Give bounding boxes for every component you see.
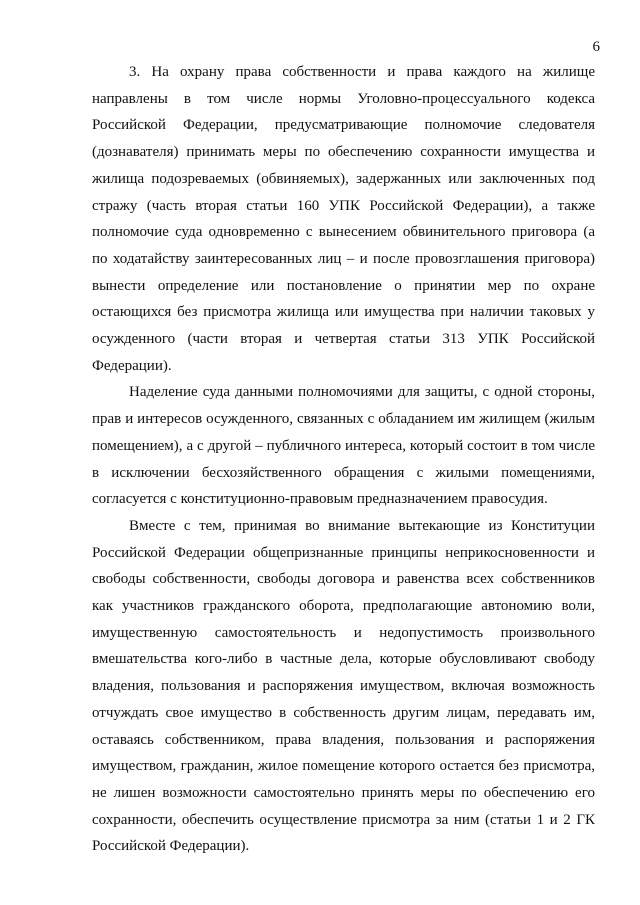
page-number: 6 <box>592 39 600 55</box>
paragraph-3-property-protection: 3. На охрану права собственности и права каждого на жилище направлены в том числе нормы Уголовно-процессуального кодекса Российской Федерации, предусматривающие полномочие следователя (дознавателя) принимать меры по обеспечению сохранности имущества и жилища подозреваемых (обвиняемых), задержанных или заключенных под стражу (часть вторая статьи 160 УПК Российской Федерации), а также полномочие суда одновременно с вынесением обвинительного приговора (а по ходатайству заинтересованных лиц – и после провозглашения приговора) вынести определение или постановление о принятии мер по охране остающихся без присмотра жилища или имущества при наличии таковых у осужденного (части вторая и четвертая статьи 313 УПК Российской Федерации). <box>92 64 595 374</box>
paragraph-owner-autonomy: Вместе с тем, принимая во внимание вытекающие из Конституции Российской Федерации общепризнанные принципы неприкосновенности и свободы собственности, свободы договора и равенства всех собственников как участников гражданского оборота, предполагающие автономию воли, имущественную самостоятельность и недопустимость произвольного вмешательства кого-либо в частные дела, которые обусловливают свободу владения, пользования и распоряжения имуществом, включая возможность отчуждать свое имущество в собственность другим лицам, передавать им, оставаясь собственником, права владения, пользования и распоряжения имуществом, гражданин, жилое помещение которого остается без присмотра, не лишен возможности самостоятельно принять меры по обеспечению его сохранности, обеспечить осуществление присмотра за ним (статьи 1 и 2 ГК Российской Федерации). <box>92 517 595 855</box>
document-body <box>92 59 595 860</box>
paragraph-court-powers: Наделение суда данными полномочиями для защиты, с одной стороны, прав и интересов осужденного, связанных с обладанием им жилищем (жилым помещением), а с другой – публичного интереса, который состоит в том числе в исключении бесхозяйственного обращения с жилыми помещениями, согласуется с конституционно-правовым предназначением правосудия. <box>92 384 595 508</box>
